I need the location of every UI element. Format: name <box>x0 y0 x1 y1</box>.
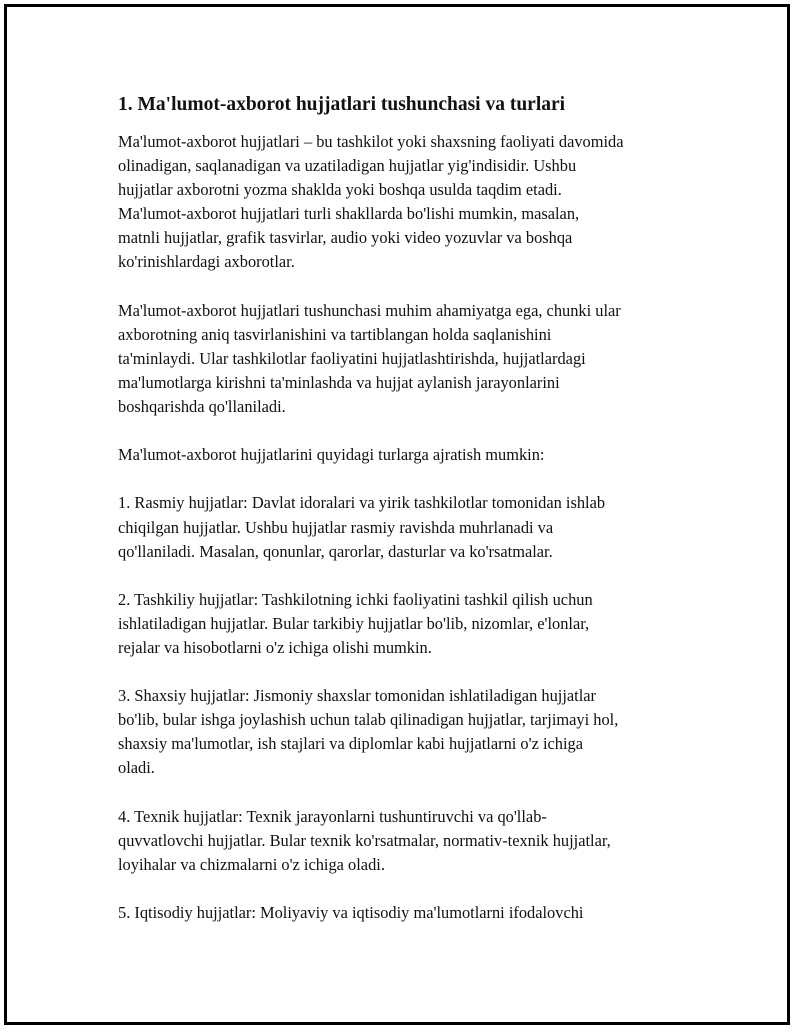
text-line: shaxsiy ma'lumotlar, ish stajlari va diplomlar kabi hujjatlarni o'z ichiga <box>118 734 583 754</box>
text-line: Ma'lumot-axborot hujjatlari tushunchasi muhim ahamiyatga ega, chunki ular <box>118 300 621 320</box>
text-line: quvvatlovchi hujjatlar. Bular texnik ko'rsatmalar, normativ-texnik hujjatlar, <box>118 830 611 850</box>
text-line: matnli hujjatlar, grafik tasvirlar, audio yoki video yozuvlar va boshqa <box>118 228 573 248</box>
text-line: chiqilgan hujjatlar. Ushbu hujjatlar rasmiy ravishda muhrlanadi va <box>118 517 554 537</box>
text-line: bo'lib, bular ishga joylashish uchun talab qilinadigan hujjatlar, tarjimayi hol, <box>118 710 619 730</box>
text-line: ko'rinishlardagi axborotlar. <box>118 252 295 272</box>
document-title: 1. Ma'lumot-axborot hujjatlari tushunchasi va turlari <box>118 94 566 115</box>
paragraph <box>118 901 698 925</box>
text-line: ma'lumotlarga kirishni ta'minlashda va hujjat aylanish jarayonlarini <box>118 372 560 392</box>
document-body <box>118 93 698 949</box>
text-line: hujjatlar axborotni yozma shaklda yoki boshqa usulda taqdim etadi. <box>118 180 562 200</box>
paragraph <box>118 491 698 563</box>
text-line: ta'minlaydi. Ular tashkilotlar faoliyatini hujjatlashtirishda, hujjatlardagi <box>118 348 586 368</box>
text-line: loyihalar va chizmalarni o'z ichiga oladi. <box>118 854 385 874</box>
text-line: 1. Rasmiy hujjatlar: Davlat idoralari va yirik tashkilotlar tomonidan ishlab <box>118 493 606 513</box>
text-line: boshqarishda qo'llaniladi. <box>118 397 286 417</box>
paragraph <box>118 588 698 660</box>
text-line: 4. Texnik hujjatlar: Texnik jarayonlarni tushuntiruvchi va qo'llab- <box>118 806 547 826</box>
text-line: 2. Tashkiliy hujjatlar: Tashkilotning ichki faoliyatini tashkil qilish uchun <box>118 589 593 609</box>
text-line: 5. Iqtisodiy hujjatlar: Moliyaviy va iqtisodiy ma'lumotlarni ifodalovchi <box>118 903 584 922</box>
text-line: ishlatiladigan hujjatlar. Bular tarkibiy hujjatlar bo'lib, nizomlar, e'lonlar, <box>118 613 590 633</box>
paragraph-list <box>118 130 698 925</box>
paragraph <box>118 299 698 419</box>
paragraph <box>118 684 698 780</box>
paragraph <box>118 443 698 467</box>
text-line: rejalar va hisobotlarni o'z ichiga olishi mumkin. <box>118 637 432 657</box>
paragraph <box>118 130 698 275</box>
paragraph <box>118 805 698 877</box>
text-line: oladi. <box>118 758 155 778</box>
text-line: Ma'lumot-axborot hujjatlari turli shakllarda bo'lishi mumkin, masalan, <box>118 204 580 224</box>
text-line: axborotning aniq tasvirlanishini va tartiblangan holda saqlanishini <box>118 324 552 344</box>
text-line: qo'llaniladi. Masalan, qonunlar, qarorlar, dasturlar va ko'rsatmalar. <box>118 541 553 561</box>
text-line: 3. Shaxsiy hujjatlar: Jismoniy shaxslar tomonidan ishlatiladigan hujjatlar <box>118 686 596 706</box>
text-line: Ma'lumot-axborot hujjatlari – bu tashkilot yoki shaxsning faoliyati davomida <box>118 132 624 151</box>
text-line: olinadigan, saqlanadigan va uzatiladigan hujjatlar yig'indisidir. Ushbu <box>118 156 577 176</box>
text-line: Ma'lumot-axborot hujjatlarini quyidagi turlarga ajratish mumkin: <box>118 445 545 465</box>
